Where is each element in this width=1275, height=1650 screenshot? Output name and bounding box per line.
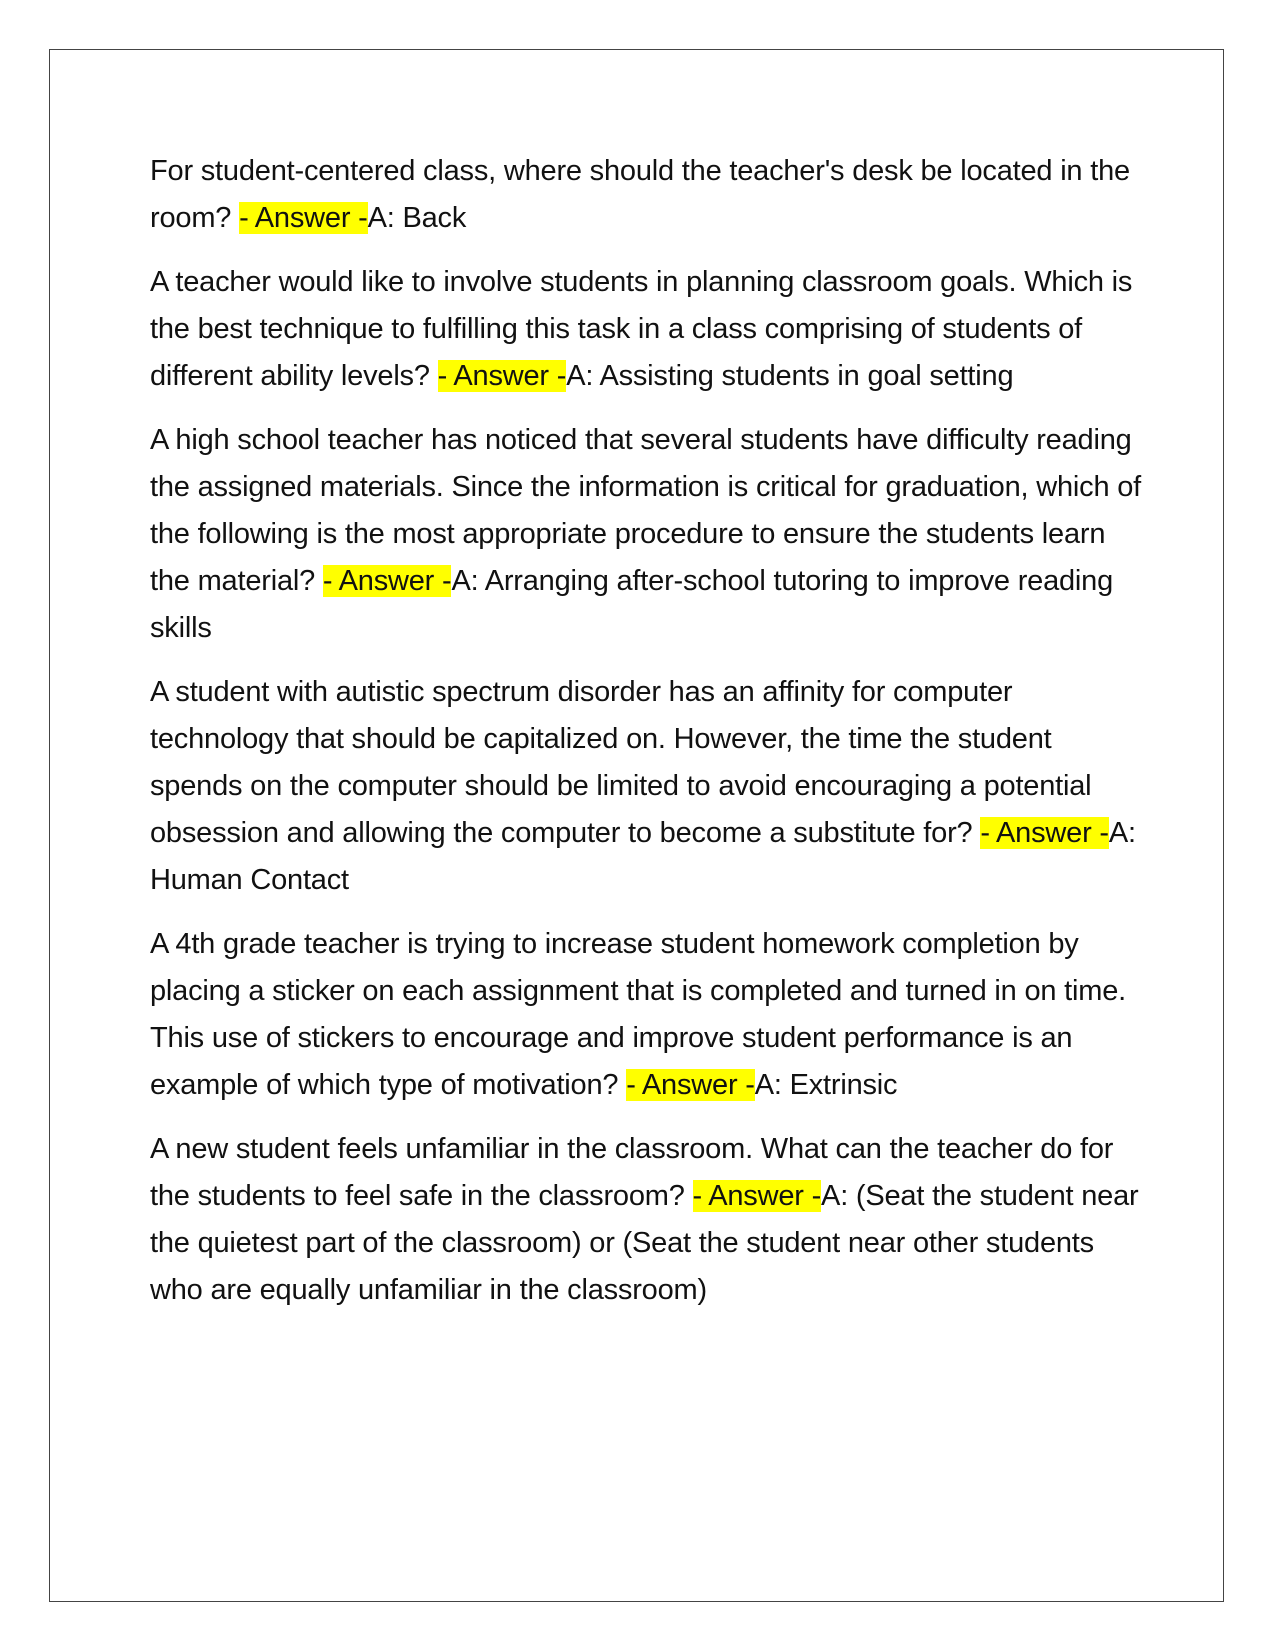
answer-text: A: (Seat the student near the quietest part of the classroom) or (Seat the student near other students who are equally unfamiliar in the classroom) bbox=[150, 1180, 1139, 1306]
question-text: A student with autistic spectrum disorder has an affinity for computer technology that should be capitalized on. However, the time the student spends on the computer should be limited to avoid encouraging a potential obsession and allowing the computer to become a substitute for? bbox=[150, 676, 1092, 849]
answer-text: A: Human Contact bbox=[150, 817, 1136, 896]
question-text: A high school teacher has noticed that several students have difficulty reading the assigned materials. Since the information is critical for graduation, which of the following is the most appropriate procedure to ensure the students learn the material? bbox=[150, 424, 1142, 597]
qa-item-6 bbox=[150, 1126, 1150, 1314]
question-text: For student-centered class, where should the teacher's desk be located in the room? bbox=[150, 155, 1130, 234]
answer-text: A: Extrinsic bbox=[754, 1069, 898, 1101]
qa-item-1 bbox=[150, 148, 1150, 242]
question-text: A new student feels unfamiliar in the classroom. What can the teacher do for the students to feel safe in the classroom? bbox=[150, 1133, 1114, 1212]
answer-text: A: Assisting students in goal setting bbox=[566, 360, 1014, 392]
answer-text: A: Arranging after-school tutoring to improve reading skills bbox=[150, 565, 1114, 644]
answer-highlight: - Answer - bbox=[692, 1180, 822, 1212]
qa-item-2 bbox=[150, 259, 1150, 400]
answer-highlight: - Answer - bbox=[626, 1069, 755, 1101]
document-content bbox=[150, 148, 1150, 1331]
answer-highlight: - Answer - bbox=[239, 202, 368, 234]
qa-item-4 bbox=[150, 669, 1150, 904]
answer-highlight: - Answer - bbox=[322, 565, 452, 597]
answer-highlight: - Answer - bbox=[980, 817, 1109, 849]
qa-item-3 bbox=[150, 417, 1150, 652]
document-page bbox=[49, 49, 1224, 1602]
question-text: A 4th grade teacher is trying to increase student homework completion by placing a sticker on each assignment that is completed and turned in on time. This use of stickers to encourage and improve student performance is an example of which type of motivation? bbox=[150, 928, 1126, 1101]
answer-highlight: - Answer - bbox=[437, 360, 567, 392]
answer-text: A: Back bbox=[367, 202, 467, 234]
question-text: A teacher would like to involve students in planning classroom goals. Which is the best technique to fulfilling this task in a class comprising of students of different ability levels? bbox=[150, 266, 1133, 392]
qa-item-5 bbox=[150, 921, 1150, 1109]
